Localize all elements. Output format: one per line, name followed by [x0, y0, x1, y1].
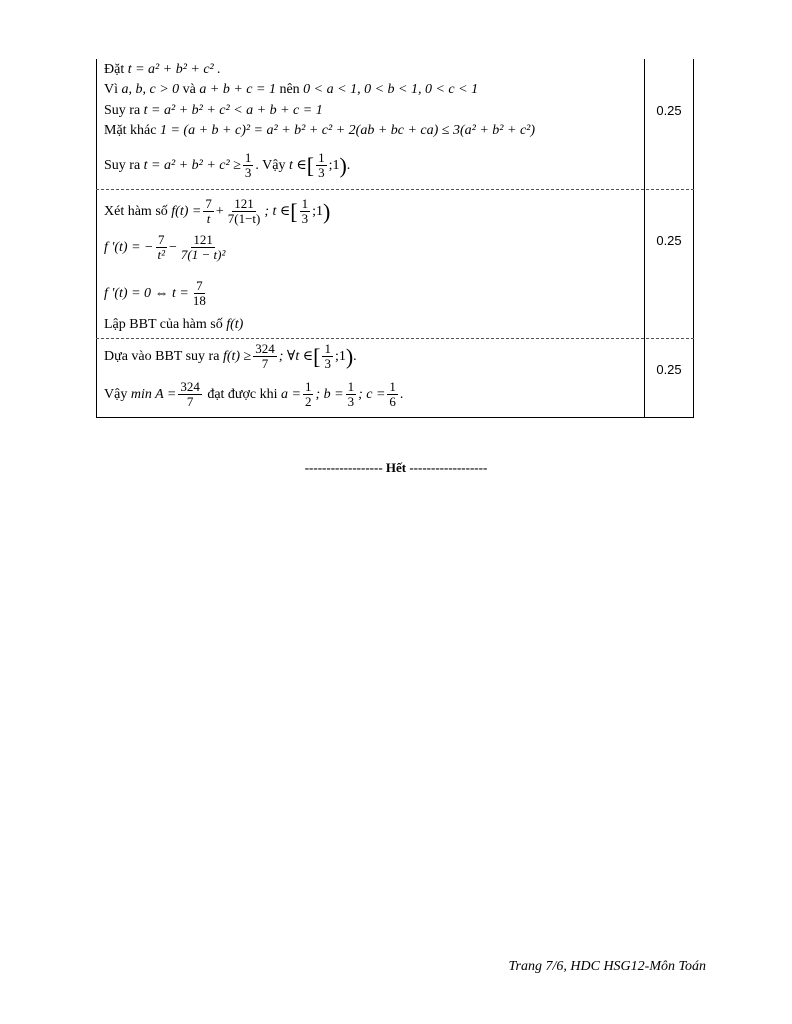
line-suy-ra-1: Suy ra t = a² + b² + c² < a + b + c = 1 [104, 103, 323, 118]
fraction: 1 3 [318, 150, 325, 180]
end-marker: ------------------ Hết ------------------ [304, 460, 488, 475]
line-dua-vao-bbt: Dựa vào BBT suy ra f(t) ≥ $\frac{324}{7}$ ; ∀t ∈ [ 1 3 ;1 ) . [104, 341, 357, 371]
line-vay-min: Vậy min A = $\frac{324}{7}$ đạt được khi a = $\frac{1}{2}$ ; b = $\frac{1}{3}$ ; c = $\frac{1}{6}$ . [104, 379, 404, 409]
fraction: $\frac{324}{7}$ [255, 341, 275, 371]
fraction: $\frac{7}{18}$ [192, 278, 206, 308]
table-left-border [96, 59, 97, 418]
fraction: $\frac{1}{6}$ [389, 379, 396, 409]
fraction: $\frac{324}{7}$ [180, 379, 200, 409]
page-footer: Trang 7/6, HDC HSG12-Môn Toán [508, 959, 706, 974]
fraction: 1 3 [324, 341, 331, 371]
fraction: $\frac{7}{t}$ [205, 196, 212, 226]
fraction: $\frac{1}{3}$ [244, 150, 252, 180]
line-vi: Vì a, b, c > 0 và a + b + c = 1 nên 0 < a < 1, 0 < b < 1, 0 < c < 1 [104, 82, 479, 97]
line-suy-ra-2: Suy ra t = a² + b² + c² ≥ $\frac{1}{3}$ . Vậy t ∈ [ 1 3 ;1 ) . [104, 150, 351, 180]
fraction: 1 3 [301, 196, 309, 226]
score-value: 0.25 [656, 103, 682, 118]
score-value: 0.25 [656, 233, 682, 248]
fraction: $\frac{1}{3}$ [347, 379, 355, 409]
score-value: 0.25 [656, 362, 682, 377]
line-derivative-zero: f '(t) = 0 ⇔ t = $\frac{7}{18}$ [104, 278, 206, 308]
line-lap-bbt: Lập BBT của hàm số f(t) [104, 317, 244, 332]
line-xet-ham-so: Xét hàm số f(t) = $\frac{7}{t}$ + $\frac{121}{7(1-t)}$ ; t ∈ [ 1 3 ;1 ) [104, 196, 331, 226]
line-derivative: f '(t) = − $\frac{7}{\text{t²}}$ − $\frac{121}{\text{7(1 − t)²}}$ [104, 232, 226, 262]
row-separator [96, 338, 694, 339]
fraction: $\frac{1}{2}$ [304, 379, 312, 409]
line-mat-khac: Mặt khác 1 = (a + b + c)² = a² + b² + c² + 2(ab + bc + ca) ≤ 3(a² + b² + c²) [104, 123, 536, 138]
table-bottom-border [96, 417, 694, 418]
row-separator [96, 189, 694, 190]
fraction: $\frac{121}{7(1-t)}$ [227, 196, 261, 226]
fraction: $\frac{121}{\text{7(1 − t)²}}$ [180, 232, 226, 262]
fraction: $\frac{7}{\text{t²}}$ [157, 232, 166, 262]
line-dat-t: Đặt t = a² + b² + c² . [104, 62, 221, 77]
